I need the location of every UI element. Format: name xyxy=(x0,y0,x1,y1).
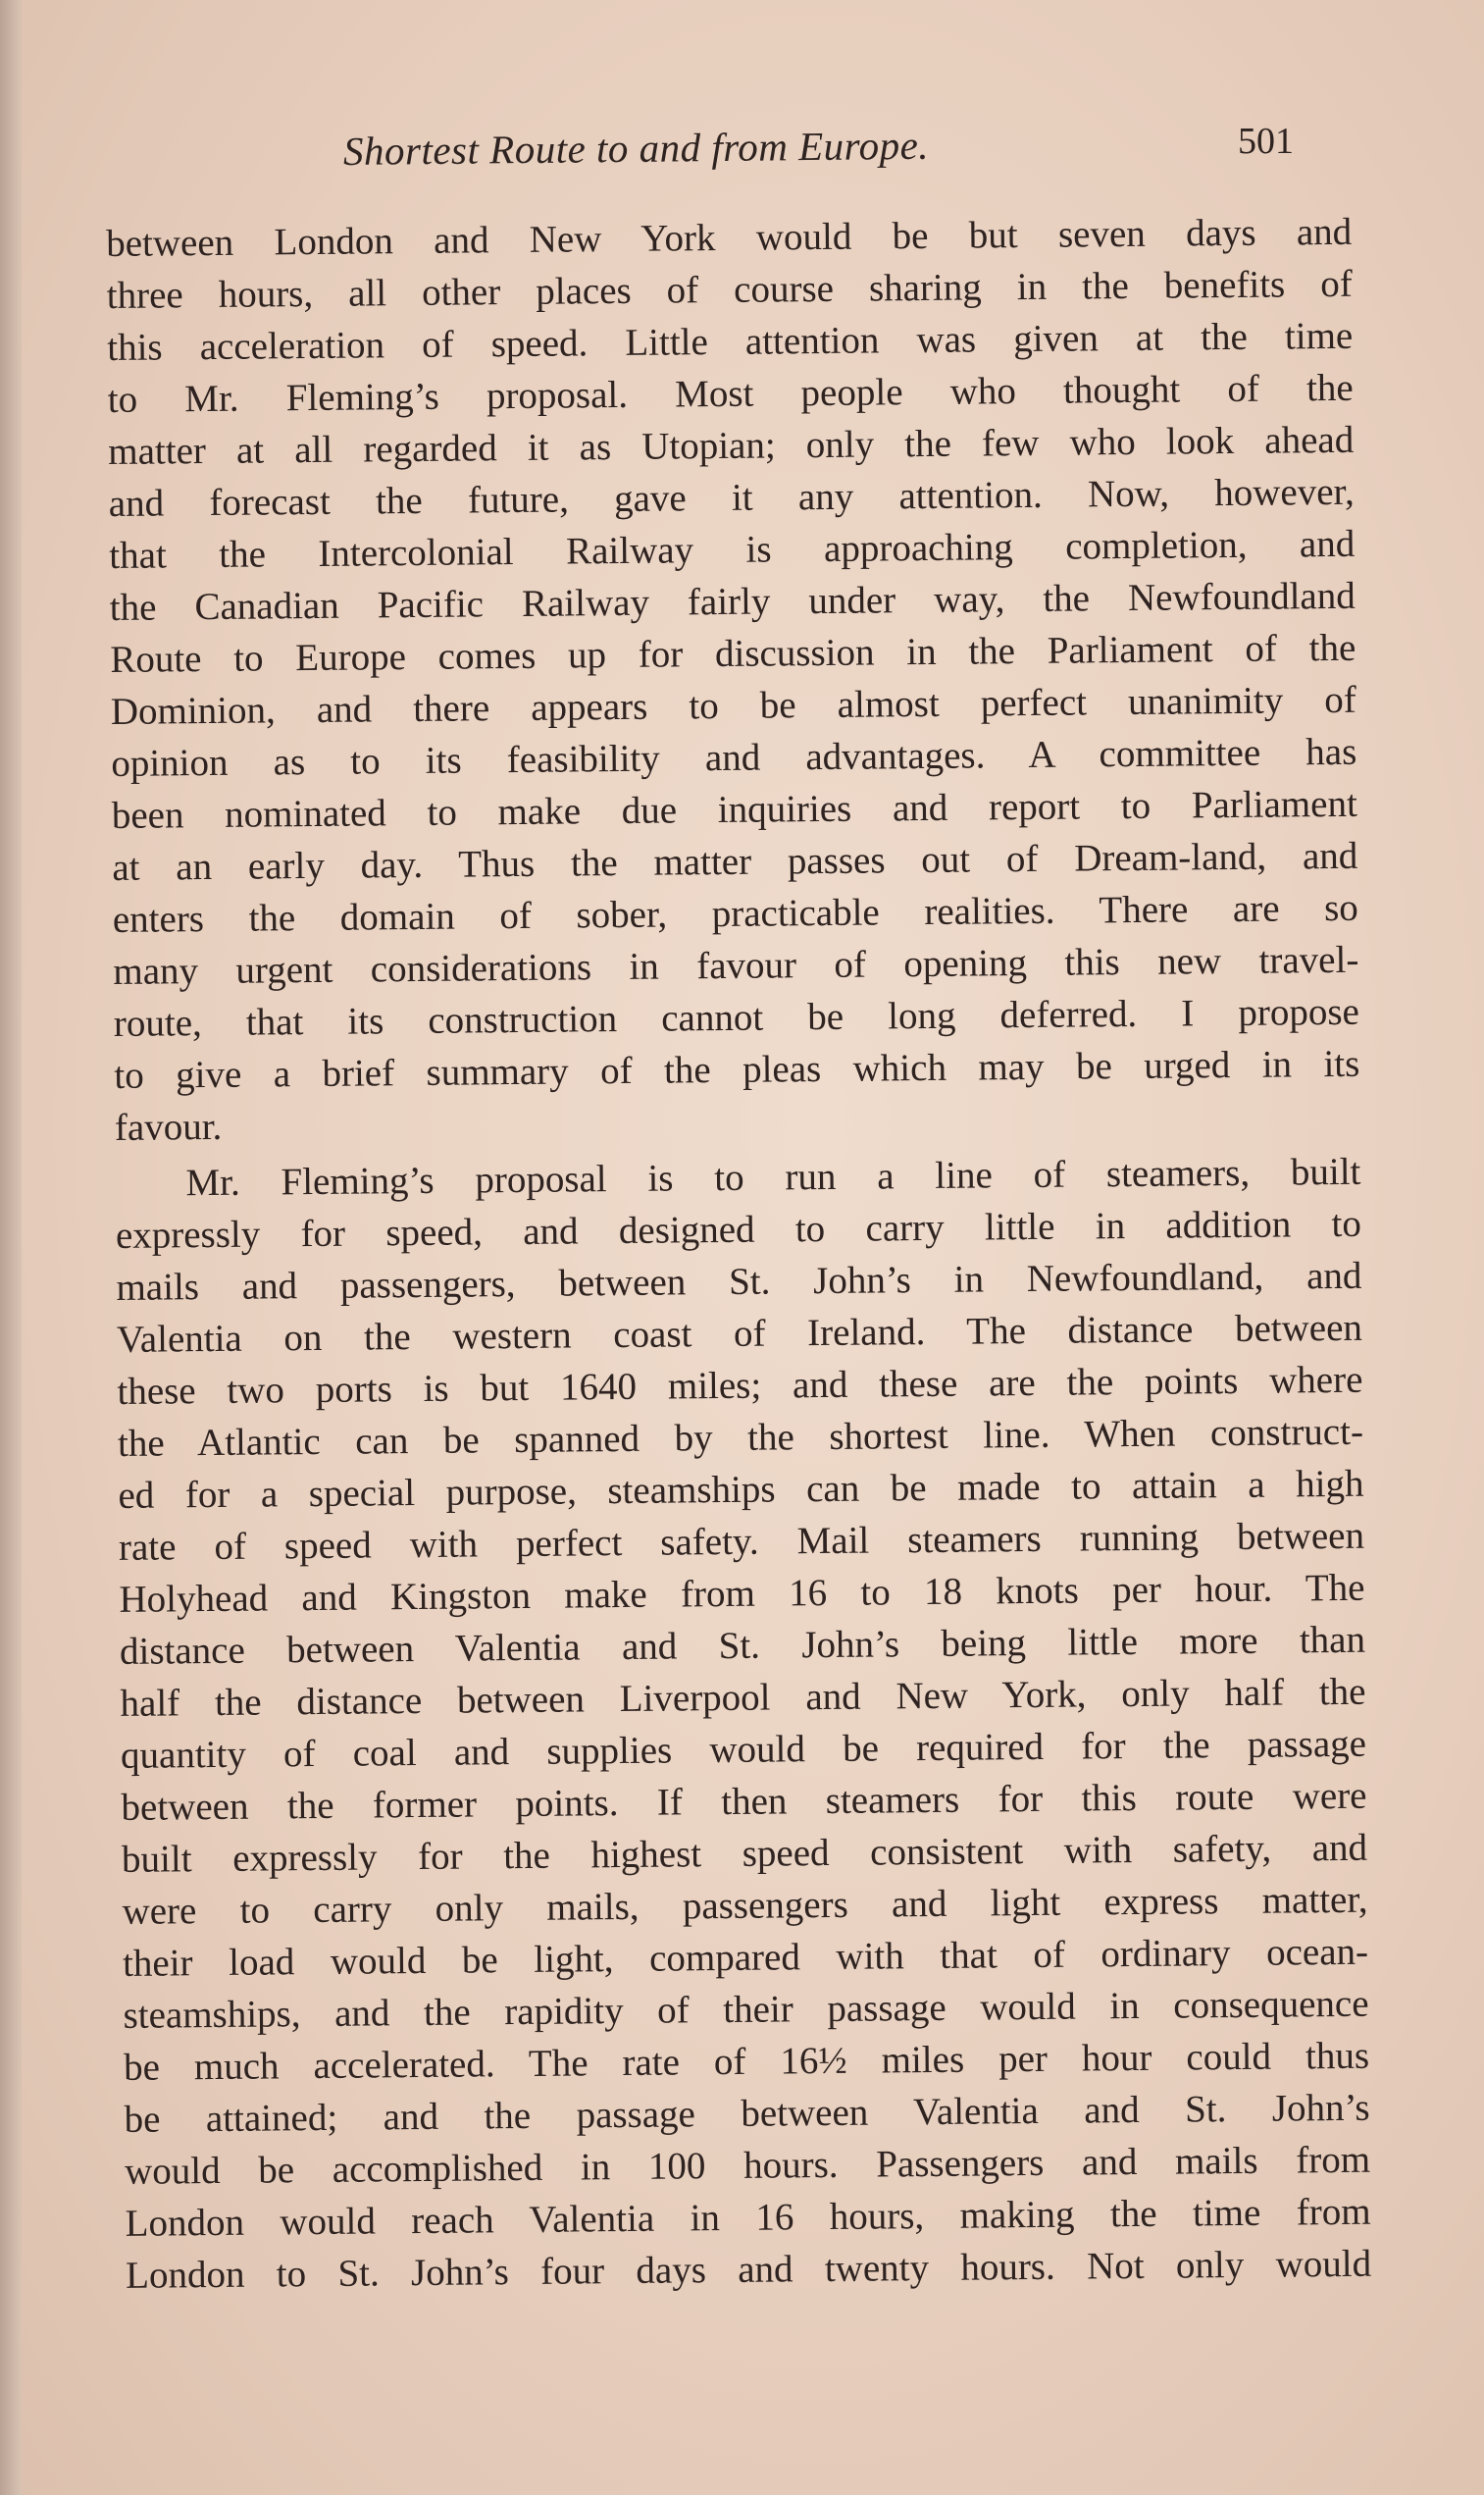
text-line: and forecast the future, gave it any attention. Now, however, xyxy=(108,470,1355,525)
text-line: to give a brief summary of the pleas which may be urged in its xyxy=(114,1042,1360,1097)
text-line: these two ports is but 1640 miles; and these are the points where xyxy=(117,1358,1363,1413)
text-line: be much accelerated. The rate of 16½ miles per hour could thus xyxy=(123,2034,1370,2089)
text-line: half the distance between Liverpool and New York, only half the xyxy=(120,1670,1366,1725)
text-line: route, that its construction cannot be long deferred. I propose xyxy=(113,990,1360,1045)
text-line: ed for a special purpose, steamships can be made to attain a high xyxy=(118,1462,1364,1517)
text-line: distance between Valentia and St. John’s being little more than xyxy=(119,1618,1366,1673)
text-line: built expressly for the highest speed consistent with safety, and xyxy=(121,1826,1368,1881)
text-line: were to carry only mails, passengers and light express matter, xyxy=(122,1878,1368,1933)
body-text xyxy=(106,206,1371,2302)
paragraph-2 xyxy=(115,1146,1371,2302)
page-gutter xyxy=(0,0,22,2495)
text-line: London to St. John’s four days and twenty hours. Not only would xyxy=(125,2242,1372,2297)
text-line: steamships, and the rapidity of their passage would in consequence xyxy=(123,1982,1369,2037)
text-line: favour. xyxy=(114,1105,223,1149)
text-line: three hours, all other places of course sharing in the benefits of xyxy=(106,262,1353,317)
text-line: would be accomplished in 100 hours. Passengers and mails from xyxy=(124,2138,1371,2193)
text-line: mails and passengers, between St. John’s in Newfoundland, and xyxy=(116,1254,1362,1309)
text-line: the Canadian Pacific Railway fairly under way, the Newfoundland xyxy=(109,574,1356,629)
text-line: Mr. Fleming’s proposal is to run a line of steamers, built xyxy=(185,1150,1361,1205)
text-line: between the former points. If then steamers for this route were xyxy=(121,1774,1367,1829)
text-line: Valentia on the western coast of Ireland. The distance between xyxy=(116,1306,1363,1361)
page-number: 501 xyxy=(1238,121,1294,162)
running-title: Shortest Route to and from Europe. xyxy=(342,122,930,174)
text-line: this acceleration of speed. Little attention was given at the time xyxy=(107,314,1354,369)
text-line: London would reach Valentia in 16 hours, making the time from xyxy=(125,2190,1371,2245)
text-line: that the Intercolonial Railway is approaching completion, and xyxy=(109,522,1356,577)
text-line: Route to Europe comes up for discussion in the Parliament of the xyxy=(110,626,1356,681)
text-line: to Mr. Fleming’s proposal. Most people who thought of the xyxy=(107,366,1354,421)
text-line: the Atlantic can be spanned by the shortest line. When construct- xyxy=(117,1410,1364,1465)
text-line: opinion as to its feasibility and advantages. A committee has xyxy=(111,730,1357,785)
text-line: Dominion, and there appears to be almost perfect unanimity of xyxy=(110,678,1356,733)
text-line: be attained; and the passage between Valentia and St. John’s xyxy=(124,2086,1370,2141)
text-line: enters the domain of sober, practicable realities. There are so xyxy=(112,886,1359,941)
text-line: been nominated to make due inquiries and report to Parliament xyxy=(111,782,1357,837)
text-line: matter at all regarded it as Utopian; only the few who look ahead xyxy=(108,418,1355,473)
text-line: their load would be light, compared with that of ordinary ocean- xyxy=(122,1930,1369,1985)
text-line: many urgent considerations in favour of opening this new travel- xyxy=(113,938,1359,993)
text-line: at an early day. Thus the matter passes out of Dream-land, and xyxy=(112,834,1358,889)
text-line: Holyhead and Kingston make from 16 to 18 knots per hour. The xyxy=(119,1566,1365,1621)
text-line: rate of speed with perfect safety. Mail steamers running between xyxy=(118,1514,1365,1569)
paragraph-1 xyxy=(106,206,1360,1154)
page-header xyxy=(0,116,1484,184)
text-line: between London and New York would be but seven days and xyxy=(106,210,1353,265)
text-line: expressly for speed, and designed to carry little in addition to xyxy=(115,1202,1362,1257)
text-line: quantity of coal and supplies would be required for the passage xyxy=(120,1722,1367,1777)
